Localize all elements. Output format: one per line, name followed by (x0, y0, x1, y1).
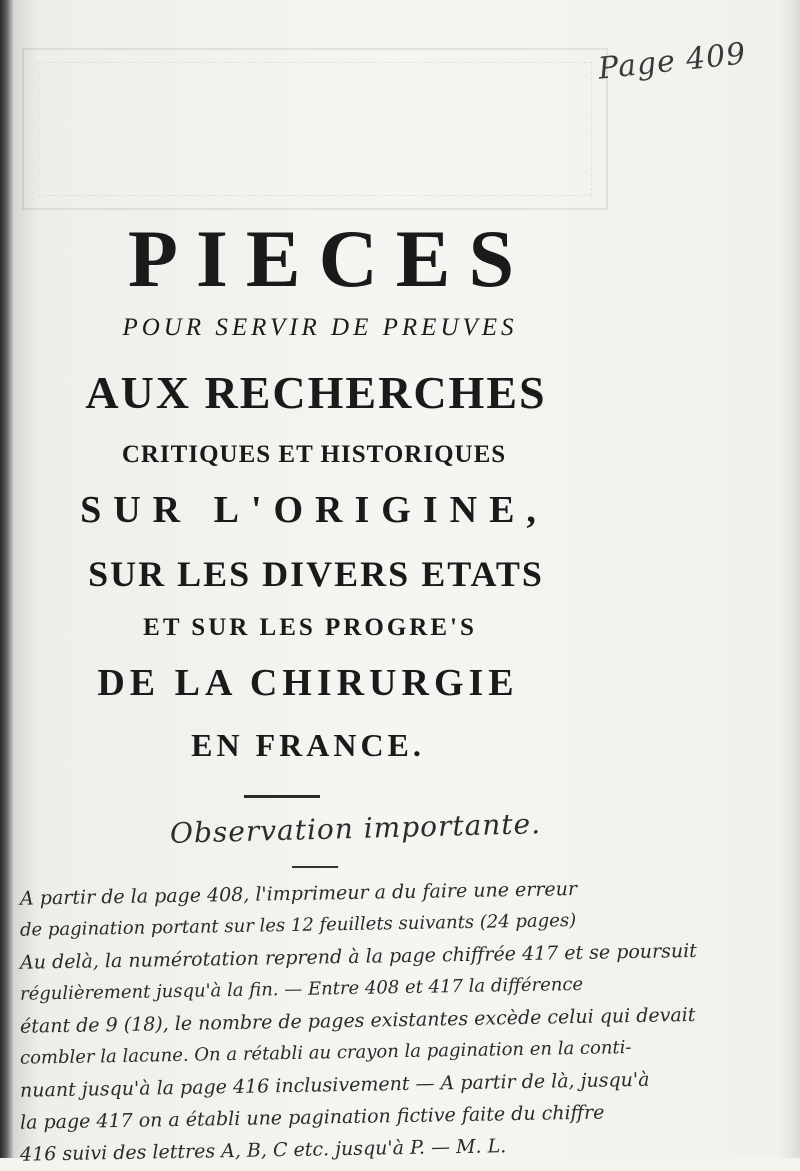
title-line-6: SUR LES DIVERS ETATS (88, 554, 544, 594)
title-line-7: ET SUR LES PROGRE'S (143, 614, 477, 641)
note-line: la page 417 on a établi une pagination fictive faite du chiffre (19, 1101, 605, 1134)
title-line-3: AUX RECHERCHES (85, 367, 547, 418)
note-line: étant de 9 (18), le nombre de pages existantes excède celui qui devait (19, 1003, 696, 1038)
title-line-4: CRITIQUES ET HISTORIQUES (121, 441, 507, 468)
title-line-5: SUR L'ORIGINE, (80, 489, 548, 531)
title-line-1: PIECES (127, 213, 533, 304)
heading-underline (292, 866, 338, 868)
note-line: Au delà, la numérotation reprend à la page chiffrée 417 et se poursuit (19, 939, 698, 974)
title-line-2: POUR SERVIR DE PREUVES (122, 314, 518, 341)
handwritten-page-number: Page 409 (596, 36, 748, 87)
divider-rule (244, 795, 320, 798)
bleed-through-ornament (22, 48, 608, 210)
note-line: régulièrement jusqu'à la fin. — Entre 408 et 417 la différence (19, 973, 584, 1005)
note-line: de pagination portant sur les 12 feuillets suivants (24 pages) (19, 910, 577, 941)
title-line-9: EN FRANCE. (191, 727, 425, 763)
observation-heading: Observation importante. (169, 807, 542, 850)
note-line: 416 suivi des lettres A, B, C etc. jusqu'à P. — M. L. (19, 1135, 507, 1166)
title-line-8: DE LA CHIRURGIE (97, 662, 519, 704)
note-line: A partir de la page 408, l'imprimeur a du faire une erreur (19, 877, 578, 910)
note-line: combler la lacune. On a rétabli au crayon la pagination en la conti- (19, 1037, 632, 1069)
handwritten-note (20, 876, 790, 1164)
note-line: nuant jusqu'à la page 416 inclusivement — A partir de là, jusqu'à (19, 1068, 650, 1102)
